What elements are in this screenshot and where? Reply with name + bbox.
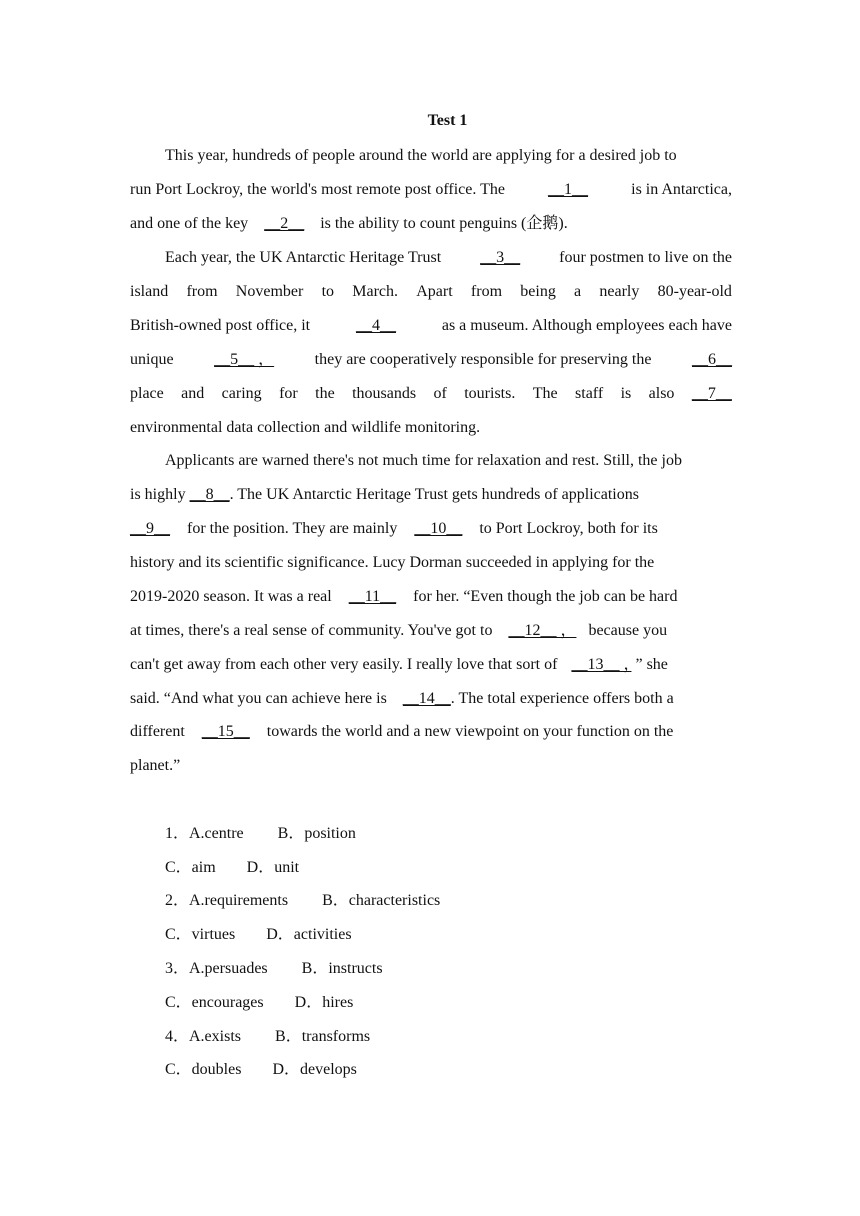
passage-line: history and its scientific significance. Lucy Dorman succeeded in applying for the <box>130 554 655 571</box>
passage-line: island from November to March. Apart from being a nearly 80-year-old <box>130 283 732 300</box>
option-row: C．aim D．unit <box>165 859 300 876</box>
blank-10: __10__ <box>414 520 463 537</box>
blank-9: __9__ <box>130 520 170 537</box>
passage-line: Applicants are warned there's not much time for relaxation and rest. Still, the job <box>165 452 682 469</box>
passage-line: Each year, the UK Antarctic Heritage Trust __3__ four postmen to live on the <box>165 249 732 266</box>
passage-line: run Port Lockroy, the world's most remote post office. The __1__ is in Antarctica, <box>130 181 732 198</box>
option-row: 3．A.persuades B．instructs <box>165 960 383 977</box>
option-row: 2．A.requirements B．characteristics <box>165 892 441 909</box>
passage-line: This year, hundreds of people around the world are applying for a desired job to <box>165 147 677 164</box>
blank-5: __5__ ， <box>214 351 275 368</box>
passage-line: different __15__ towards the world and a new viewpoint on your function on the <box>130 723 674 740</box>
blank-3: __3__ <box>480 249 521 266</box>
blank-4: __4__ <box>355 317 396 334</box>
passage-line: can't get away from each other very easily. I really love that sort of __13__ ， ” she <box>130 656 668 673</box>
passage-line: and one of the key __2__ is the ability to count penguins (企鹅). <box>130 215 568 232</box>
passage-line: is highly __8__. The UK Antarctic Heritage Trust gets hundreds of applications <box>130 486 639 503</box>
passage-line: __9__ for the position. They are mainly __10__ to Port Lockroy, both for its <box>130 520 658 537</box>
page-title: Test 1 <box>427 112 468 129</box>
passage-line: at times, there's a real sense of community. You've got to __12__ ， because you <box>130 622 668 639</box>
blank-11: __11__ <box>348 588 397 605</box>
blank-14: __14__ <box>402 690 451 707</box>
blank-15: __15__ <box>201 723 250 740</box>
passage-line: planet.” <box>130 757 181 774</box>
passage-line: British-owned post office, it __4__ as a museum. Although employees each have <box>130 317 732 334</box>
option-row: 4．A.exists B．transforms <box>165 1028 371 1045</box>
blank-6: __6__ <box>691 351 732 368</box>
passage-line: unique __5__ ， they are cooperatively responsible for preserving the __6__ <box>130 351 732 368</box>
blank-7: __7__ <box>691 385 732 402</box>
blank-1: __1__ <box>548 181 589 198</box>
passage-line: place and caring for the thousands of tourists. The staff is also __7__ <box>130 385 732 402</box>
option-row: C．doubles D．develops <box>165 1061 357 1078</box>
blank-12: __12__ ， <box>508 622 577 639</box>
option-row: C．encourages D．hires <box>165 994 354 1011</box>
blank-13: __13__ ， <box>571 656 632 673</box>
passage-line: said. “And what you can achieve here is __14__. The total experience offers both a <box>130 690 674 707</box>
blank-8: __8__ <box>189 486 230 503</box>
passage-line: environmental data collection and wildlife monitoring. <box>130 419 481 436</box>
option-row: 1．A.centre B．position <box>165 825 356 842</box>
blank-2: __2__ <box>264 215 305 232</box>
passage-line: 2019-2020 season. It was a real __11__ for her. “Even though the job can be hard <box>130 588 678 605</box>
option-row: C．virtues D．activities <box>165 926 352 943</box>
